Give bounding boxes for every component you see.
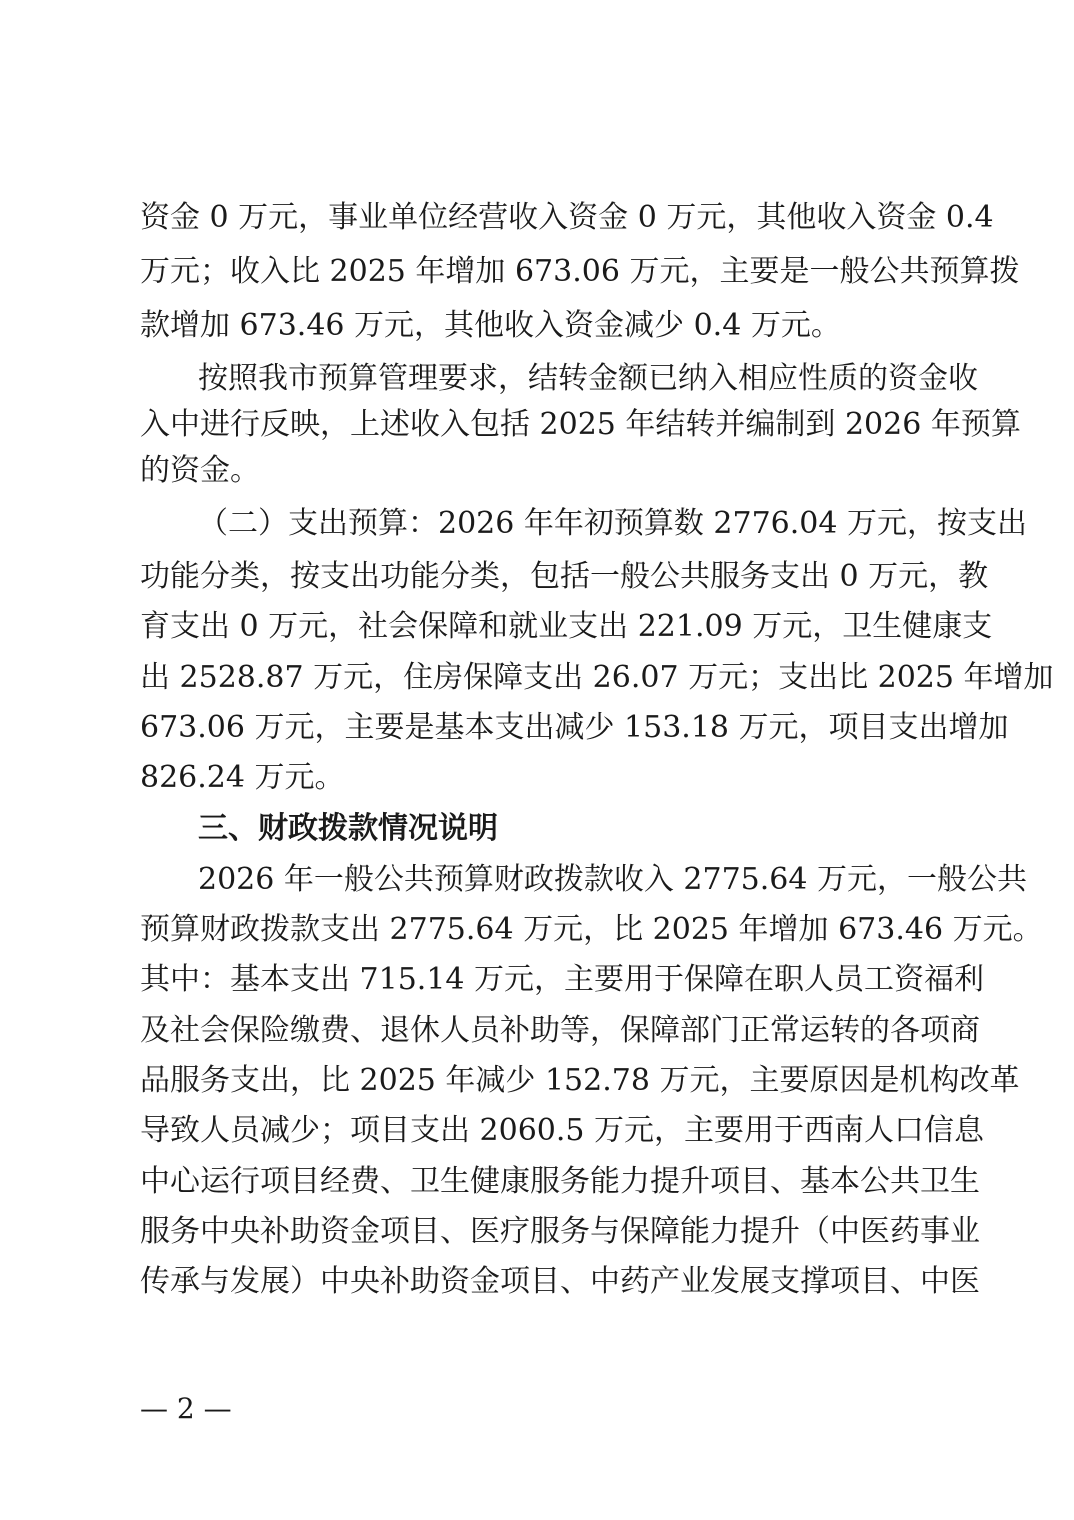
section-heading: 三、财政拨款情况说明: [198, 811, 498, 846]
page-number: — 2 —: [140, 1392, 232, 1425]
text-line: 预算财政拨款支出 2775.64 万元，比 2025 年增加 673.46 万元。: [140, 912, 1043, 947]
text-line: 中心运行项目经费、卫生健康服务能力提升项目、基本公共卫生: [140, 1164, 980, 1199]
text-line: 及社会保险缴费、退休人员补助等，保障部门正常运转的各项商: [140, 1013, 980, 1048]
paragraph-first-line: 2026 年一般公共预算财政拨款收入 2775.64 万元，一般公共: [198, 862, 1028, 897]
text-line: 育支出 0 万元，社会保障和就业支出 221.09 万元，卫生健康支: [140, 609, 993, 644]
text-line: 其中：基本支出 715.14 万元，主要用于保障在职人员工资福利: [140, 962, 985, 997]
text-line: 826.24 万元。: [140, 760, 345, 795]
text-line: 资金 0 万元，事业单位经营收入资金 0 万元，其他收入资金 0.4: [140, 200, 994, 235]
text-line: 出 2528.87 万元，住房保障支出 26.07 万元；支出比 2025 年增加: [140, 660, 1054, 695]
text-line: 款增加 673.46 万元，其他收入资金减少 0.4 万元。: [140, 308, 841, 343]
text-line: 品服务支出，比 2025 年减少 152.78 万元，主要原因是机构改革: [140, 1063, 1020, 1098]
text-line: 入中进行反映，上述收入包括 2025 年结转并编制到 2026 年预算: [140, 407, 1021, 442]
text-line: 导致人员减少；项目支出 2060.5 万元，主要用于西南人口信息: [140, 1113, 985, 1148]
text-line: 万元；收入比 2025 年增加 673.06 万元，主要是一般公共预算拨: [140, 254, 1020, 289]
text-line: 功能分类，按支出功能分类，包括一般公共服务支出 0 万元，教: [140, 559, 989, 594]
text-line: 673.06 万元，主要是基本支出减少 153.18 万元，项目支出增加: [140, 710, 1009, 745]
subsection-expenditure-budget: （二）支出预算：2026 年年初预算数 2776.04 万元，按支出: [198, 506, 1028, 541]
text-line: 的资金。: [140, 453, 260, 488]
text-line: 传承与发展）中央补助资金项目、中药产业发展支撑项目、中医: [140, 1264, 980, 1299]
paragraph-first-line: 按照我市预算管理要求，结转金额已纳入相应性质的资金收: [198, 361, 978, 396]
text-line: 服务中央补助资金项目、医疗服务与保障能力提升（中医药事业: [140, 1214, 980, 1249]
